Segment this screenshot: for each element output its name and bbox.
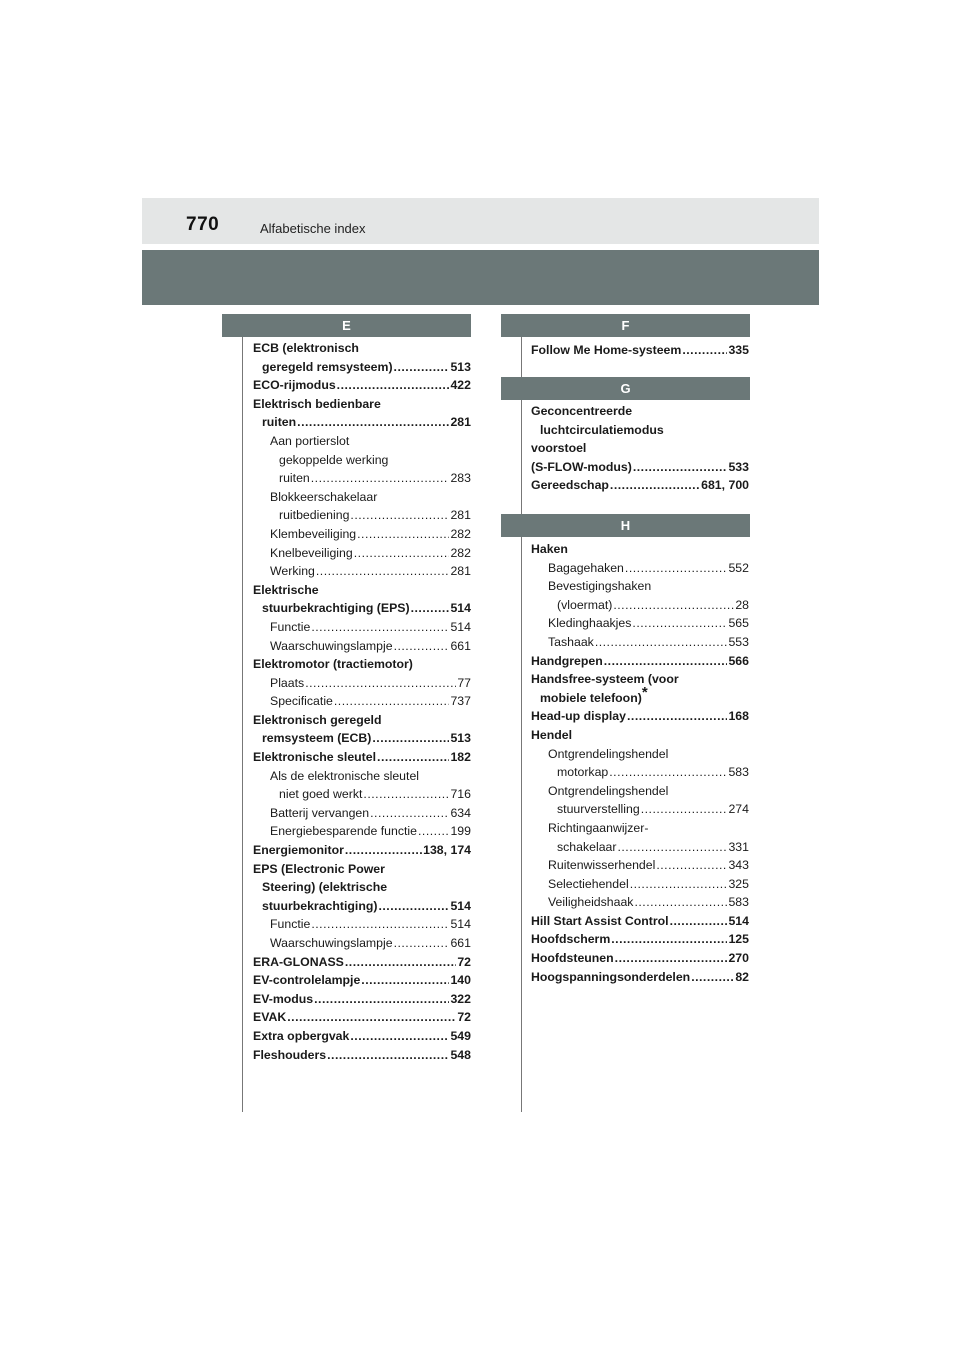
letter-heading-g: G xyxy=(501,377,750,400)
page-ref: 274 xyxy=(728,802,749,817)
index-entry[interactable]: EV-modus ..... 322 xyxy=(253,990,471,1009)
page-ref: 513 xyxy=(450,731,471,746)
page-ref: 325 xyxy=(728,876,749,891)
page-ref: 168 xyxy=(728,709,749,724)
page-ref: 77 xyxy=(457,675,471,690)
index-subentry[interactable]: Ruitenwisserhendel ..... 343 xyxy=(531,856,749,875)
index-entry[interactable]: Elektromotor (tractiemotor) xyxy=(253,657,413,672)
index-entry[interactable]: Head-up display ..... 168 xyxy=(531,707,749,726)
page-ref: 282 xyxy=(450,526,471,541)
page-ref: 681, 700 xyxy=(701,478,749,493)
index-entry[interactable]: EPS (Electronic Power Steering) (elektrische stuurbekrachtiging) ..... 514 xyxy=(253,860,471,916)
index-entry[interactable]: Follow Me Home-systeem ..... 335 xyxy=(531,341,749,360)
page-ref: 716 xyxy=(450,787,471,802)
page-ref: 125 xyxy=(728,932,749,947)
page-ref: 513 xyxy=(450,359,471,374)
index-subentry[interactable]: Klembeveiliging ..... 282 xyxy=(253,525,471,544)
page-ref: 72 xyxy=(457,1010,471,1025)
index-subentry[interactable]: Waarschuwingslampje ..... 661 xyxy=(253,637,471,656)
letter-heading-f: F xyxy=(501,314,750,337)
index-subentry[interactable]: Blokkeerschakelaar ruitbediening ..... 281 xyxy=(253,488,471,525)
index-entry[interactable]: Fleshouders ..... 548 xyxy=(253,1046,471,1065)
index-subentry[interactable]: Functie ..... 514 xyxy=(253,915,471,934)
index-subentry[interactable]: Richtingaanwijzer- schakelaar ..... 331 xyxy=(531,819,749,856)
page-ref: 553 xyxy=(728,634,749,649)
index-entry[interactable]: Handgrepen ..... 566 xyxy=(531,652,749,671)
page-ref: 138, 174 xyxy=(423,843,471,858)
column-divider-right xyxy=(521,335,522,1112)
page-ref: 281 xyxy=(450,508,471,523)
index-subentry[interactable]: Tashaak ..... 553 xyxy=(531,633,749,652)
page-ref: 335 xyxy=(728,343,749,357)
index-entry[interactable]: Elektrisch bedienbare ruiten ..... 281 xyxy=(253,395,471,432)
index-subentry[interactable]: Kledinghaakjes ..... 565 xyxy=(531,614,749,633)
page-ref: 281 xyxy=(450,564,471,579)
page-ref: 282 xyxy=(450,545,471,560)
page-number: 770 xyxy=(186,214,220,235)
page-ref: 514 xyxy=(450,917,471,932)
index-subentry[interactable]: Werking ..... 281 xyxy=(253,562,471,581)
page-ref: 343 xyxy=(728,858,749,873)
index-subentry[interactable]: Als de elektronische sleutel niet goed werkt ..... 716 xyxy=(253,767,471,804)
page-ref: 549 xyxy=(450,1028,471,1043)
index-subentry[interactable]: Waarschuwingslampje ..... 661 xyxy=(253,934,471,953)
page-ref: 583 xyxy=(728,765,749,780)
index-subentry[interactable]: Ontgrendelingshendel stuurverstelling ..... 274 xyxy=(531,782,749,819)
page-ref: 565 xyxy=(728,616,749,631)
page-ref: 514 xyxy=(728,913,749,928)
page-ref: 548 xyxy=(450,1047,471,1062)
index-subentry[interactable]: Selectiehendel ..... 325 xyxy=(531,875,749,894)
section-title: Alfabetische index xyxy=(260,221,366,236)
page-ref: 28 xyxy=(735,597,749,612)
page-ref: 182 xyxy=(450,750,471,765)
page-ref: 514 xyxy=(450,601,471,616)
page-ref: 514 xyxy=(450,619,471,634)
index-entry[interactable]: Elektrische stuurbekrachtiging (EPS) ..... 514 xyxy=(253,581,471,618)
page-ref: 140 xyxy=(450,973,471,988)
index-entry[interactable]: Extra opbergvak ..... 549 xyxy=(253,1027,471,1046)
index-entry[interactable]: Elektronisch geregeld remsysteem (ECB) ..... 513 xyxy=(253,711,471,748)
index-subentry[interactable]: Batterij vervangen ..... 634 xyxy=(253,804,471,823)
page-ref: 566 xyxy=(728,653,749,668)
index-entry[interactable]: Handsfree-systeem (voor mobiele telefoon)* xyxy=(531,672,679,705)
header-dark-band xyxy=(142,250,819,305)
index-entry[interactable]: ECO-rijmodus ..... 422 xyxy=(253,376,471,395)
letter-heading-h: H xyxy=(501,514,750,537)
page-ref: 331 xyxy=(728,839,749,854)
page-ref: 322 xyxy=(450,991,471,1006)
index-group-h xyxy=(531,540,749,986)
index-entry[interactable]: Energiemonitor ..... 138, 174 xyxy=(253,841,471,860)
page-ref: 199 xyxy=(450,824,471,839)
index-subentry[interactable]: Aan portierslot gekoppelde werking ruiten ..... 283 xyxy=(253,432,471,488)
index-subentry[interactable]: Knelbeveiliging ..... 282 xyxy=(253,544,471,563)
index-subentry[interactable]: Functie ..... 514 xyxy=(253,618,471,637)
page-ref: 281 xyxy=(450,415,471,430)
index-entry[interactable]: ERA-GLONASS ..... 72 xyxy=(253,953,471,972)
index-subentry[interactable]: Energiebesparende functie ..... 199 xyxy=(253,822,471,841)
page-ref: 283 xyxy=(450,471,471,486)
index-subentry[interactable]: Veiligheidshaak ..... 583 xyxy=(531,893,749,912)
index-group-g xyxy=(531,402,749,495)
index-subentry[interactable]: Plaats ..... 77 xyxy=(253,674,471,693)
index-entry[interactable]: Elektronische sleutel ..... 182 xyxy=(253,748,471,767)
letter-heading-e: E xyxy=(222,314,471,337)
page-ref: 552 xyxy=(728,560,749,575)
column-divider-left xyxy=(242,335,243,1112)
index-entry[interactable]: Hoofdsteunen ..... 270 xyxy=(531,949,749,968)
index-entry[interactable]: Gereedschap ..... 681, 700 xyxy=(531,476,749,495)
index-group-f xyxy=(531,341,749,360)
index-subentry[interactable]: Bagagehaken ..... 552 xyxy=(531,559,749,578)
page-ref: 533 xyxy=(728,459,749,474)
page-ref: 634 xyxy=(450,805,471,820)
page-ref: 661 xyxy=(450,936,471,950)
page-ref: 661 xyxy=(450,638,471,653)
index-entry[interactable]: EV-controlelampje ..... 140 xyxy=(253,971,471,990)
index-entry[interactable]: Geconcentreerde luchtcirculatiemodus voorstoel (S-FLOW-modus) ..... 533 xyxy=(531,402,749,476)
index-entry[interactable]: Hoofdscherm ..... 125 xyxy=(531,930,749,949)
index-entry[interactable]: EVAK ..... 72 xyxy=(253,1008,471,1027)
footnote-star: * xyxy=(641,683,648,701)
page-ref: 583 xyxy=(728,895,749,910)
page-ref: 737 xyxy=(450,694,471,709)
index-entry[interactable]: Hendel xyxy=(531,727,572,742)
index-entry[interactable]: Hoogspanningsonderdelen ..... 82 xyxy=(531,968,749,987)
index-subentry[interactable]: Bevestigingshaken (vloermat) ..... 28 xyxy=(531,577,749,614)
page-ref: 422 xyxy=(450,378,471,393)
header-band xyxy=(142,198,819,244)
index-entry[interactable]: Hill Start Assist Control ..... 514 xyxy=(531,912,749,931)
index-subentry[interactable]: Specificatie ..... 737 xyxy=(253,692,471,711)
index-column-left xyxy=(253,339,471,1064)
page-ref: 270 xyxy=(728,951,749,966)
index-entry[interactable]: ECB (elektronisch geregeld remsysteem) ..... 513 xyxy=(253,339,471,376)
page-ref: 514 xyxy=(450,898,471,913)
index-entry[interactable]: Haken xyxy=(531,542,568,556)
page-ref: 72 xyxy=(457,954,471,969)
index-subentry[interactable]: Ontgrendelingshendel motorkap ..... 583 xyxy=(531,745,749,782)
page-ref: 82 xyxy=(735,969,749,984)
